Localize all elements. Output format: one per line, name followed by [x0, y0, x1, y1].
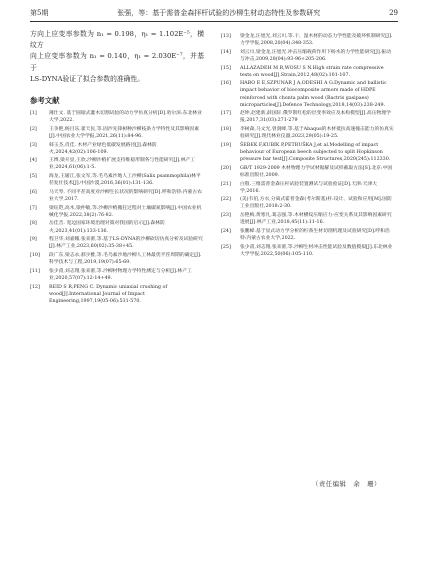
editor-credit: （责任编辑 余 珊）: [312, 480, 381, 488]
reference-number: [21]: [221, 181, 231, 187]
page-number: 29: [389, 9, 398, 17]
reference-item: [221, 196, 395, 210]
reference-number: [12]: [30, 284, 40, 290]
reference-text: GB/T 1929-2009 木材物理力学试材锯解及试样截取方法[S].北京:中国标准出版社,2009.: [240, 165, 393, 178]
reference-text: 马天琴. 不同平茬高度对沙柳生长状况的影响研究[D].呼和浩特:内蒙古农业大学,2017.: [49, 189, 202, 203]
reference-item: [30, 236, 204, 250]
reference-text: 张鹏峰.基于显式动力学分析的柠条生材切削机理及试验研究[D].呼和浩特:内蒙古农业大学,2022.: [240, 228, 390, 241]
reference-item: [30, 268, 204, 282]
reference-text: REID S R,PENG C. Dynamic uniaxial crushing of wood[J].International Journal of Impact Engineering,1997,19(05-06):531-570.: [49, 284, 168, 304]
reference-number: [13]: [221, 34, 231, 39]
reference-number: [7]: [30, 205, 37, 211]
reference-item: [30, 110, 204, 124]
reference-item: [30, 173, 204, 187]
reference-number: [22]: [221, 197, 231, 203]
reference-text: 程卫华,刘嘉娜,张来蕾,等.基于LS-DYNA的沙柳砍切仿真分析及试验研究[J].林产工业,2023,60(02):35-38+45.: [49, 237, 203, 250]
reference-item: [221, 212, 395, 226]
reference-item: [221, 165, 395, 179]
reference-text: 张少甫,刘志翔,张来蕾,等.沙柳材物理力学特性测定与分析[J].林产工业,2020,57(07):12-14+49.: [49, 268, 192, 281]
reference-item: [30, 205, 204, 219]
reference-text: 王博,梁开显,王欣.沙柳沙梢扩展支持维稳形制各与性能研究[J].林产工业,2024,61(06):1-5.: [49, 158, 196, 171]
reference-text: 岳佳音. 宽边国家环境治理对策对我国的启示[J].森林防火,2023,41(01):133-136.: [49, 221, 165, 234]
issue-number: 第5期: [30, 9, 49, 17]
conclusion-line-2: 向上应变率参数为 n₁ = 0.140，η₁ = 2.030E⁻⁷，并基于: [30, 52, 204, 72]
left-column: [30, 29, 204, 306]
reference-item: [30, 126, 204, 140]
reference-item: [221, 65, 395, 79]
reference-text: 王争艳,杨目乐,翟天民,等.固沙先锋树种沙柳枝条力学特性及其影响因素[J].中国农业大学学报,2021,26(11):84-96.: [49, 126, 200, 139]
reference-text: 李树森,马文光,曾润峰,等.基于Abaqus的木材抵抗高速撞击能力的仿真实验研究[J].现代林业仪器,2023,29(05):19-25.: [240, 127, 394, 140]
reference-item: [221, 142, 395, 163]
reference-item: [221, 228, 395, 242]
reference-number: [4]: [30, 158, 37, 164]
reference-number: [14]: [221, 49, 231, 55]
reference-number: [1]: [30, 111, 37, 117]
reference-text: 赵坤,赵建新,薛国轩.俄罗斯红松的层变率效应及本构模型[J].高压物理学报,2017,31(03):271-279: [240, 111, 391, 124]
reference-text: ALLAZADEH M R,WOSU S N.High strain rate compressive tests on wood[J].Strain,2012,48(02):101-107.: [240, 65, 384, 78]
reference-item: [221, 181, 395, 195]
header-rule: [30, 21, 398, 22]
reference-text: 梁钰铠,高木,梁仲敏,等.沙柳沙梢搬狂过程对土壤碳氮影响[J].中国农业机械化学报,2022,38(2):76-82.: [49, 205, 202, 218]
reference-number: [18]: [221, 127, 231, 133]
reference-text: 段广东,梁志永,郝少雅,等.毛乌素沙地沙柳人工林最优平茬周期的确定[J].科学技术与工程,2019,19(07):65-69.: [49, 253, 202, 266]
reference-item: [30, 284, 204, 305]
reference-number: [16]: [221, 81, 231, 87]
reference-item: [221, 244, 395, 258]
reference-item: [221, 33, 395, 47]
conclusion-paragraph: [30, 29, 204, 85]
references-list-left: [30, 110, 204, 305]
reference-number: [17]: [221, 111, 231, 117]
reference-number: [9]: [30, 237, 37, 243]
reference-number: [10]: [30, 253, 40, 259]
reference-item: [221, 49, 395, 63]
reference-text: 白殷.三维需普金森压杆试验装置测试与试验验证[D].天津:天津大学,2016.: [240, 181, 377, 194]
reference-text: 刘云川,梁金龙,汪旭光.冲击压缩载荷作用下杨木的力学性能研究[J].振动与冲击,2009,28(04):93-96+205-206.: [240, 49, 391, 62]
reference-item: [30, 252, 204, 266]
reference-text: 张少甫,刘志翔,张来蕾,等.沙柳生材冲击性能试验及数值模拟[J].东北林业大学学报,2022,50(06):105-110.: [240, 244, 393, 257]
reference-number: [15]: [221, 65, 231, 71]
reference-number: [5]: [30, 174, 37, 180]
reference-number: [8]: [30, 221, 37, 227]
running-title: 张强，等：基于需普金森拝杆试验的沙柳生材动态特性及参数研究: [117, 9, 321, 17]
reference-number: [20]: [221, 165, 231, 171]
reference-text: HABO E E,SZPUNAR J A,ODESHI A G.Dynamic and ballistic impact behavior of biocomposite armors made of HDPE reinforced with chonta palm wood (Bactris gasipaes) microparticles[J].Defence Technology,2018,14(03):238-249.: [240, 81, 387, 108]
reference-item: [30, 220, 204, 234]
reference-text: 韩玉杰,肖佳. 木材产业绿色低碳发展路径[J].森林防火,2024,42(02):106-109.: [49, 142, 157, 155]
reference-item: [221, 80, 395, 108]
page-header: [30, 6, 398, 20]
right-column: [221, 33, 395, 259]
references-heading: 参考文献: [30, 96, 60, 106]
reference-text: 梁金龙,汪旭光,刘云川,等.干、湿木材的动态力学性能及破坏机制研究[J].力学学报,2008,20(04):348-353.: [240, 34, 393, 47]
reference-item: [30, 189, 204, 203]
reference-number: [6]: [30, 189, 37, 195]
reference-number: [3]: [30, 142, 37, 148]
reference-text: (美)韦伯,方衣,分离式霍普金森(考尔斯基)杆:设计、试验和应用[M].国防工业出版社,2018:2-30.: [240, 197, 392, 210]
reference-text: 岳艳梅,黄寒凡,葛志强,等.木材横纹压缩应力-应变关系及其影响因素研究进展[J].林产工业,2018,45(11):11-16.: [240, 213, 392, 226]
conclusion-line-3: LS-DYNA验证了拟合参数的准确性。: [30, 74, 145, 83]
reference-text: 海龙,王媛江,张文军,等.毛乌素沙地人工沙柳(Salix psammophila)林平茬复壮技术[J].中国沙漠,2016,36(01):131-136.: [49, 174, 201, 187]
reference-item: [30, 142, 204, 156]
references-list-right: [221, 33, 395, 258]
reference-text: 薄仕文. 基于圆锯式灌木切割试验的动力学仿真分析[D].哈尔滨:东北林业大学,2022.: [49, 111, 202, 124]
reference-number: [23]: [221, 213, 231, 219]
reference-number: [25]: [221, 244, 231, 250]
reference-number: [24]: [221, 228, 231, 234]
reference-item: [221, 110, 395, 124]
reference-number: [11]: [30, 268, 40, 274]
conclusion-line-1: 方向上应变率参数为 n₁ = 0.198，η₁ = 1.102E⁻⁵，横纹方: [30, 30, 204, 50]
reference-text: ŠEBEK F,KUBÍK P,PETRUŠKA J,et al.Modelling of impact behaviour of European beech subjected to split Hopkinson pressure bar test[J].Composite Structures,2020(245):112330.: [240, 142, 391, 163]
reference-number: [19]: [221, 142, 231, 148]
reference-item: [30, 157, 204, 171]
reference-number: [2]: [30, 126, 37, 132]
reference-item: [221, 126, 395, 140]
